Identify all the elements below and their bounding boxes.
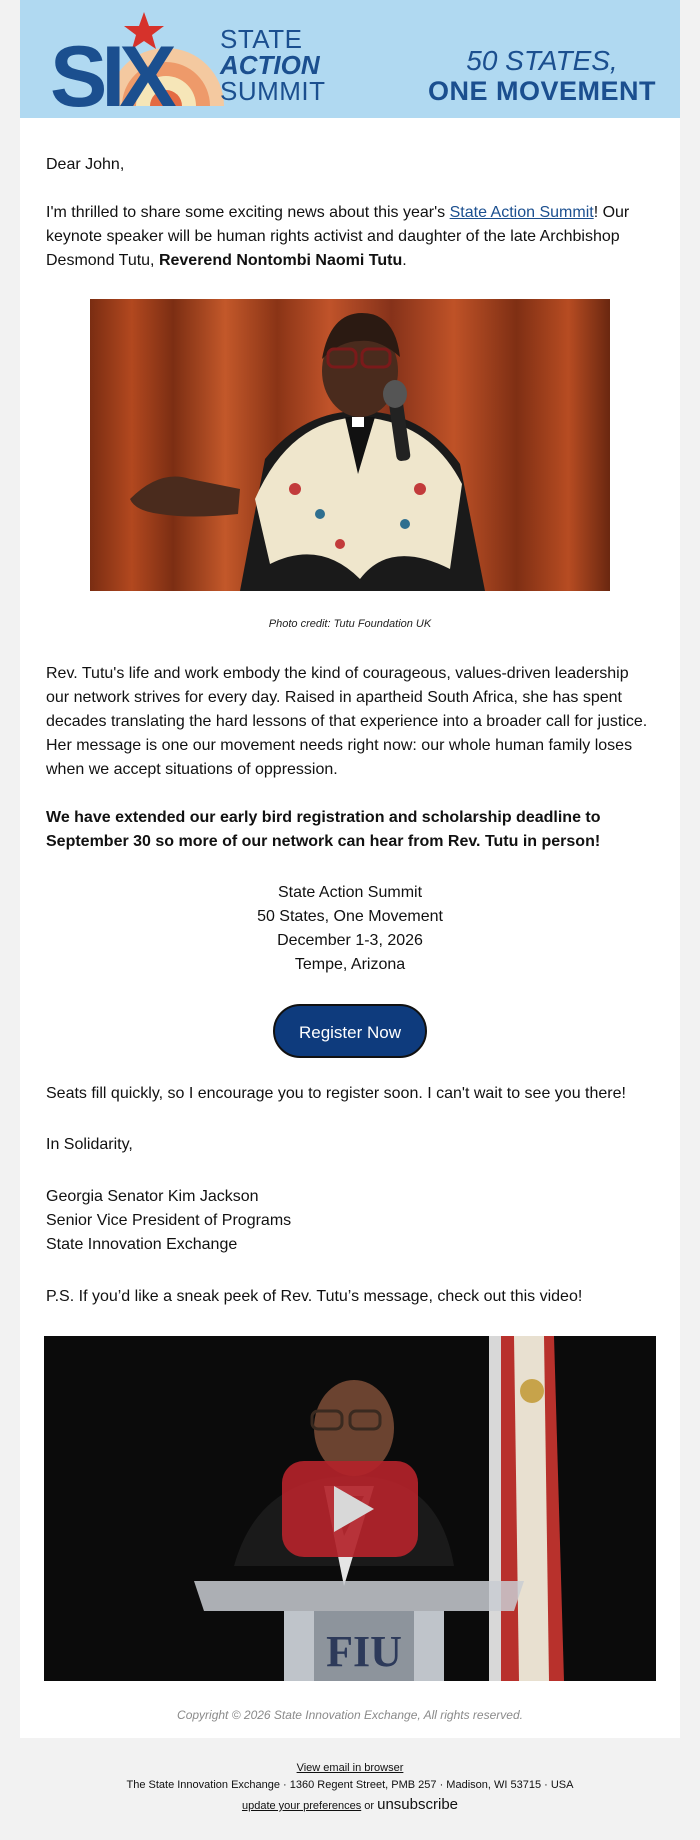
postscript: P.S. If you’d like a sneak peek of Rev. Tutu’s message, check out this video! [46, 1288, 583, 1305]
intro-text-mid: ! Our keynote speaker will be human rights activist and daughter of the late Archbishop Desmond Tutu, [46, 204, 630, 269]
tagline-line2: ONE MOVEMENT [427, 76, 656, 106]
video-thumbnail[interactable] [44, 1336, 656, 1681]
header-tagline [428, 46, 656, 106]
signature-name: Georgia Senator Kim Jackson [46, 1188, 259, 1205]
intro-paragraph [46, 201, 656, 273]
footer-address: The State Innovation Exchange · 1360 Regent Street, PMB 257 · Madison, WI 53715 · USA [126, 1779, 574, 1791]
logo-line-summit: SUMMIT [220, 76, 326, 106]
photo-caption: Photo credit: Tutu Foundation UK [268, 618, 432, 630]
intro-text-start: I'm thrilled to share some exciting news about this year's [46, 204, 450, 221]
event-name: State Action Summit [277, 884, 423, 901]
copyright-notice: Copyright © 2026 State Innovation Exchange, All rights reserved. [177, 1708, 523, 1722]
footer-links [0, 1796, 700, 1813]
deadline-paragraph: We have extended our early bird registration and scholarship deadline to September 30 so more of our network can hear from Rev. Tutu in person! [46, 809, 601, 850]
greeting: Dear John, [46, 156, 125, 173]
email-header [20, 0, 680, 118]
footer-view-in-browser-row [0, 1762, 700, 1774]
signoff: In Solidarity, [46, 1136, 133, 1153]
tagline-line1: 50 STATES, [466, 45, 618, 76]
logo-wordmark [220, 26, 326, 104]
svg-text:SIX: SIX [50, 29, 171, 114]
play-icon [282, 1461, 418, 1557]
event-location: Tempe, Arizona [294, 956, 406, 973]
logo-line-state: STATE [220, 24, 303, 54]
svg-text:FIU: FIU [326, 1627, 402, 1676]
view-in-browser-link[interactable]: View email in browser [296, 1762, 404, 1774]
update-preferences-link[interactable]: update your preferences [241, 1800, 362, 1812]
speaker-name: Reverend Nontombi Naomi Tutu [158, 252, 403, 269]
intro-text-end: . [402, 252, 407, 269]
footer-or: or [361, 1800, 378, 1812]
event-dates: December 1-3, 2026 [277, 932, 423, 949]
body-paragraph: Rev. Tutu's life and work embody the kind of courageous, values-driven leadership our network strives for every day. Raised in apartheid South Africa, she has spent decades translating the hard lessons of that experience into a broader call for justice. Her message is one our movement needs right now: our whole human family loses when we accept situations of oppression. [46, 665, 648, 778]
unsubscribe-link[interactable]: unsubscribe [377, 1796, 459, 1813]
logo-line-action: ACTION [220, 50, 320, 80]
event-tagline: 50 States, One Movement [257, 908, 443, 925]
summit-link[interactable]: State Action Summit [449, 204, 594, 221]
closing-paragraph: Seats fill quickly, so I encourage you to register soon. I can't wait to see you there! [46, 1085, 626, 1102]
email-card [20, 0, 680, 1738]
signature-org: State Innovation Exchange [46, 1236, 238, 1253]
signature-title: Senior Vice President of Programs [46, 1212, 292, 1229]
register-now-button[interactable]: Register Now [273, 1004, 427, 1058]
speaker-photo [90, 299, 610, 591]
